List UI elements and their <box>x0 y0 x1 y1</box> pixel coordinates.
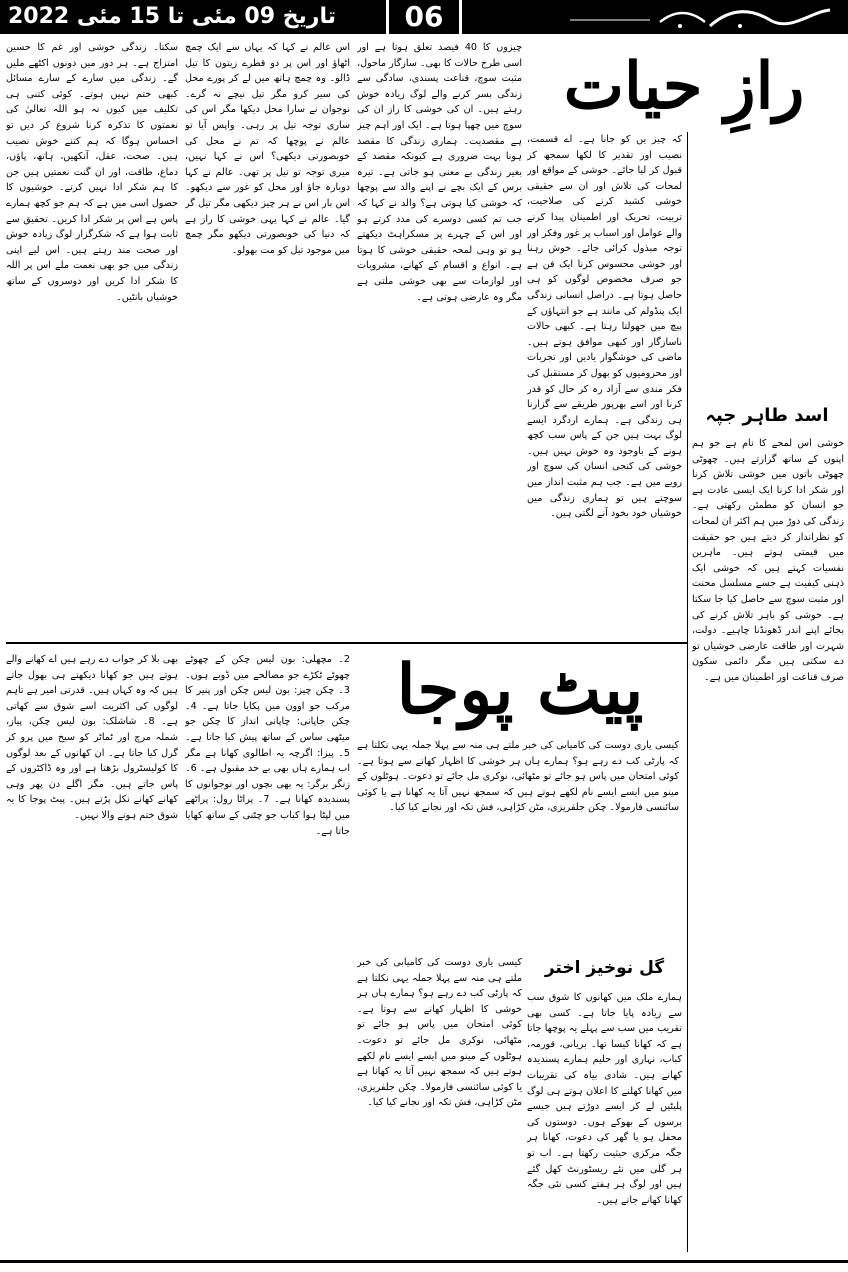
article-column <box>357 955 522 1252</box>
section-divider <box>6 642 687 644</box>
article-title-raz-e-hayat: رازِ حیات <box>563 49 805 124</box>
page-number: 06 <box>386 0 462 34</box>
article-author-raz-e-hayat: اسد طاہر جپہ <box>705 405 829 426</box>
article-column: کہ چیز یں کو جانا ہے۔ اے قسمت، نصیب اور تقدیر کا لکھا سمجھ کر قبول کر لیا جائے۔ خوشی کے مواقع اور لمحات کی تلاش اور ان سے حقیقی خوشی کشید کرنے کی صلاحیت، تربیت، تحریک اور اطمینان پیدا کرنے والے عوامل اور اسباب پر غور وفکر اور توجہ مبذول کرائی جائے۔ خوش رہنا اور خوشی محسوس کرنا ایک فن ہے جو صرف مخصوص لوگوں کو ہی حاصل ہوتا ہے۔ دراصل انسانی زندگی ایک پنڈولم کی مانند ہے جو انتہاؤں کے بیچ میں جھولتا رہتا ہے۔ کبھی حالات ناسازگار اور کبھی موافق ہوتے ہیں۔ ماضی کی خوشگوار یادیں اور تجربات اور محرومیوں کو بھول کر مستقبل کی فکر مندی سے آزاد رہ کر حال کو قدر کرنا اور اسے بھرپور طریقے سے گزارنا ہی زندگی ہے۔ ہمارے اردگرد ایسے لوگ بہت ہیں جن کے پاس سب کچھ ہونے کے باوجود وہ خوش نہیں ہیں۔ خوشی کی کنجی انسان کی سوچ اور رویے میں ہے۔ جب ہم مثبت انداز میں سوچتے ہیں تو ہماری زندگی میں خوشیاں خود بخود آنے لگتی ہیں۔ <box>527 134 682 520</box>
article-column: ہمارے ملک میں کھانوں کا شوق سب سے زیادہ پایا جاتا ہے۔ کسی بھی تقریب میں سب سے پہلے یہ پوچھا جاتا ہے کہ کھانا کیسا تھا۔ بریانی، قورمہ، کباب، نہاری اور حلیم ہمارے پسندیدہ کھانے ہیں۔ شادی بیاہ کی تقریبات میں کھانا کھلنے کا اعلان ہوتے ہی لوگ پلیٹیں لے کر ایسے دوڑتے ہیں جیسے برسوں کے بھوکے ہوں۔ دوستوں کی محفل ہو یا گھر کی دعوت، کھانا ہر جگہ مرکزی حیثیت رکھتا ہے۔ اب تو ہر گلی میں نئے ریسٹورنٹ کھل گئے ہیں اور لوگ ہر ہفتے کسی نئی جگہ کھانا کھانے جاتے ہیں۔ <box>527 992 682 1206</box>
article-author-pet-pooja: گل نوخیز اختر <box>544 958 665 978</box>
footer-rule <box>0 1260 848 1263</box>
article-column: بھی بلا کر جواب دے رہے ہیں اے کھانے والے ہوتے ہیں جو کھانا دیکھتے ہی بھول جاتے ہیں کہ وہ کہاں ہیں۔ قدرتی امیر ہے تاہم لوگوں کی اکثریت اسے شوق سے کھاتی ہے۔ 8۔ شاشلک: بون لیس چکن، پیاز، شملہ مرچ اور ٹماٹر کو سیخ میں پرو کر گرل کیا جاتا ہے۔ ان کھانوں کے بعد لوگوں کا کولیسٹرول بڑھتا ہے اور وہ ڈاکٹروں کے پاس جاتے ہیں۔ مگر اگلے دن پھر وہی کھانے کھانے نکل پڑتے ہیں۔ پیٹ پوجا کا یہ شوق ختم ہونے والا نہیں۔ <box>6 654 178 821</box>
article-column: اس عالم نے کہا کہ یہاں سے ایک چمچ اٹھاؤ اور اس پر دو قطرے زیتون کا تیل ڈالو۔ وہ چمچ ہاتھ میں لے کر پورے محل کی سیر کرو مگر تیل نیچے نہ گرے۔ نوجوان نے سارا محل دیکھا مگر اس کی ساری توجہ تیل پر رہی۔ واپس آیا تو عالم نے پوچھا کہ تم نے محل کی خوبصورتی دیکھی؟ اس نے کہا نہیں، میری توجہ تو تیل پر تھی۔ عالم نے کہا دوبارہ جاؤ اور محل کو غور سے دیکھو۔ اس بار اس نے ہر چیز دیکھی مگر تیل گر گیا۔ عالم نے کہا یہی خوشی کا راز ہے کہ دنیا کی خوبصورتی دیکھو مگر چمچ میں موجود تیل کو مت بھولو۔ <box>185 42 350 256</box>
article-column: چیزوں کا 40 فیصد تعلق ہوتا ہے اور اسی طرح حالات کا بھی۔ سازگار ماحول، مثبت سوچ، قناعت پسندی، سادگی سے زندگی بسر کرنے والے لوگ زیادہ خوش رہتے ہیں۔ ان کی خوشی کا راز ان کی سوچ میں چھپا ہوتا ہے۔ ایک اور اہم چیز ہے مقصدیت۔ ہماری زندگی کا مقصد ہونا بہت ضروری ہے کیونکہ مقصد کے بغیر زندگی بے معنی ہو جاتی ہے۔ تیرہ برس کے ایک بچے نے اپنے والد سے پوچھا کہ خوشی کیا ہوتی ہے؟ والد نے کہا کہ جب تم کسی دوسرے کی مدد کرتے ہو اور اس کے چہرے پر مسکراہٹ دیکھتے ہو تو وہی لمحہ حقیقی خوشی کا ہوتا ہے۔ انواع و اقسام کے کھانے، مشروبات اور لوازمات سے بھی خوشی ملتی ہے مگر وہ عارضی ہوتی ہے۔ <box>357 42 522 303</box>
article-column: کیسی یاری دوست کی کامیابی کی خبر ملتے ہی منہ سے پہلا جملہ یہی نکلتا ہے کہ پارٹی کب دے رہے ہو؟ ہمارے ہاں ہر خوشی کا اظہار کھانے سے ہوتا ہے۔ کوئی امتحان میں پاس ہو جائے تو مٹھائی، نوکری مل جائے تو دعوت۔ ہوٹلوں کے مینو میں ایسے ایسے نام لکھے ہوتے ہیں کہ سمجھ نہیں آتا یہ کھانا ہے یا کوئی سائنسی فارمولا۔ چکن جلفریزی، مٹن کڑاہی، فش تکہ اور نجانے کیا کیا۔ <box>357 740 679 814</box>
article-column-continued: کیسی یاری دوست کی کامیابی کی خبر ملتے ہی منہ سے پہلا جملہ یہی نکلتا ہے کہ پارٹی کب دے رہے ہو؟ ہمارے ہاں ہر خوشی کا اظہار کھانے سے ہوتا ہے۔ کوئی امتحان میں پاس ہو جائے تو مٹھائی، نوکری مل جائے تو دعوت۔ ہوٹلوں کے مینو میں ایسے ایسے نام لکھے ہوتے ہیں کہ سمجھ نہیں آتا یہ کھانا ہے یا کوئی سائنسی فارمولا۔ چکن جلفریزی، مٹن کڑاہی، فش تکہ اور نجانے کیا کیا۔ <box>357 957 522 1109</box>
page-header <box>0 0 848 34</box>
article-column: 2۔ مچھلی: بون لیس چکن کے چھوٹے چھوٹے ٹکڑے جو مصالحے میں ڈوبے ہوں۔ 3۔ چکن چیز: بون لیس چکن اور پنیر کا مرکب جو اوون میں پکایا جاتا ہے۔ 4۔ چکن جاپانی: چاپانی انداز کا چکن جو میٹھی ساس کے ساتھ پیش کیا جاتا ہے۔ 5۔ پیزا: اگرچہ یہ اطالوی کھانا ہے مگر اب ہمارے ہاں بھی بے حد مقبول ہے۔ 6۔ زنگر برگر: یہ بھی بچوں اور نوجوانوں کا پسندیدہ کھانا ہے۔ 7۔ پراٹا رول: پراٹھے میں لپٹا ہوا کباب جو چٹنی کے ساتھ کھایا جاتا ہے۔ <box>185 654 350 837</box>
newspaper-logo <box>560 2 840 32</box>
logo-mark-icon <box>560 2 840 32</box>
article-column: سکتا۔ زندگی خوشی اور غم کا حسین امتزاج ہے۔ ہر دور میں دونوں اکٹھے ملیں گے۔ زندگی میں سارے کے سارے مسائل کبھی ختم نہیں ہوتے۔ کوئی کتنی ہی تکلیف میں کیوں نہ ہو اللہ تعالیٰ کی نعمتوں کا تذکرہ کرنا شروع کر دیں تو احساس ہوگا کہ ہم کتنے خوش نصیب ہیں۔ صحت، عقل، آنکھیں، ہاتھ، پاؤں، دماغ، طاقت، اور ان گنت نعمتیں ہیں جن کا ہم شکر ادا نہیں کرتے۔ خوشیوں کا حصول اسی میں ہے کہ ہم جو کچھ ہمارے پاس ہے اس پر شکر ادا کریں۔ تحقیق سے ثابت ہوا ہے کہ شکرگزار لوگ زیادہ خوش اور صحت مند رہتے ہیں۔ اس لیے اپنی زندگی میں جو بھی نعمت ملے اس پر اللہ کا شکر ادا کریں اور دوسروں کے ساتھ خوشیاں بانٹیں۔ <box>6 42 178 303</box>
column-divider <box>687 132 688 1252</box>
article-column: خوشی اس لمحے کا نام ہے جو ہم اپنوں کے ساتھ گزارتے ہیں۔ چھوٹی چھوٹی باتوں میں خوشی تلاش کرنا اور شکر ادا کرنا ایک ایسی عادت ہے جو انسان کو مطمئن رکھتی ہے۔ زندگی کی دوڑ میں ہم اکثر ان لمحات کو نظرانداز کر دیتے ہیں جو حقیقت میں قیمتی ہوتے ہیں۔ ماہرین نفسیات کہتے ہیں کہ خوشی ایک ذہنی کیفیت ہے جسے مسلسل محنت اور مثبت سوچ سے حاصل کیا جا سکتا ہے۔ خوشی کو باہر تلاش کرنے کی بجائے اپنے اندر ڈھونڈنا چاہیے۔ دولت، شہرت اور طاقت عارضی خوشیاں تو دے سکتی ہیں مگر دائمی سکون صرف قناعت اور اطمینان میں ہے۔ <box>692 438 844 683</box>
article-title-pet-pooja: پیٹ پوجا <box>396 650 644 730</box>
issue-date: تاریخ 09 مئی تا 15 مئی 2022 <box>8 4 336 29</box>
